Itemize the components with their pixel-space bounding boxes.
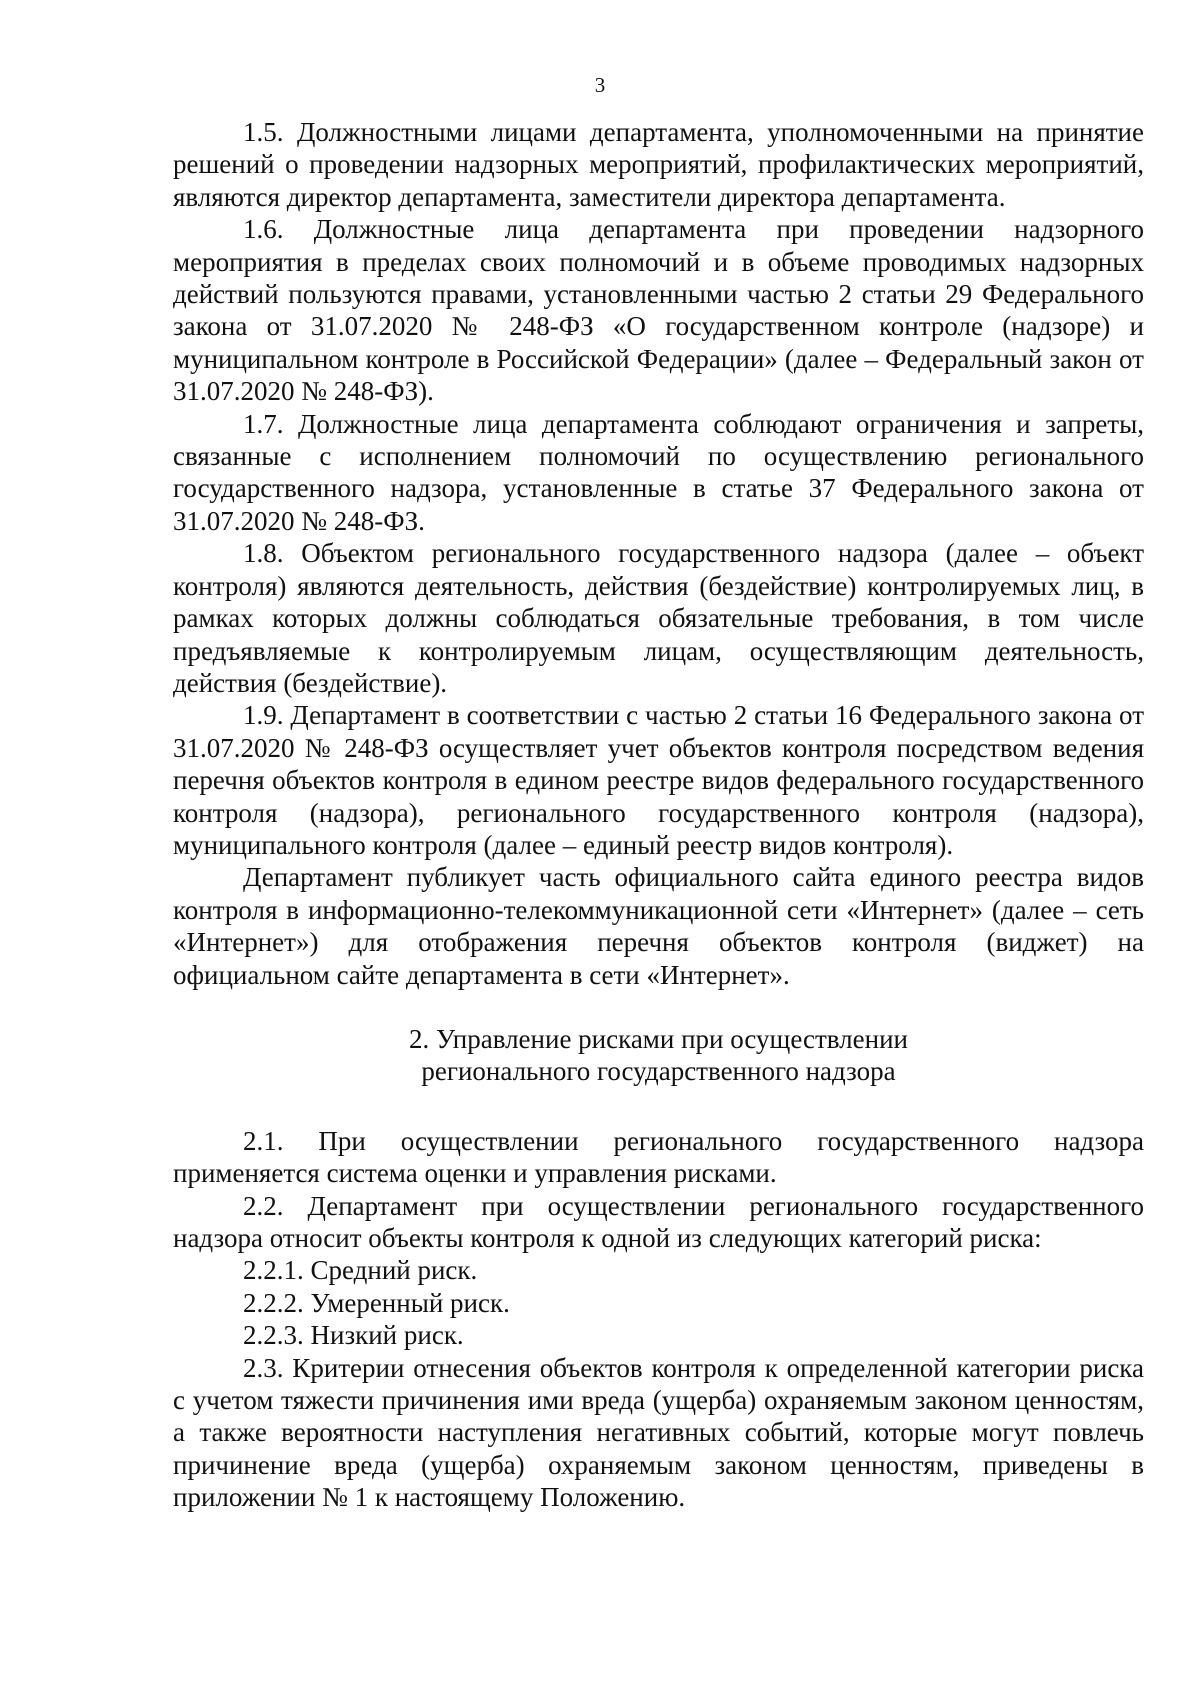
- document-body: [173, 116, 1144, 1514]
- section-2-heading-line-2: регионального государственного надзора: [421, 1056, 896, 1087]
- paragraph-1-6: 1.6. Должностные лица департамента при проведении надзорного мероприятия в пределах своих полномочий и в объеме проводимых надзорных действий пользуются правами, установленными частью 2 статьи 29 Федерального закона от 31.07.2020 № 248-ФЗ «О государственном контроле (надзоре) и муниципальном контроле в Российской Федерации» (далее – Федеральный закон от 31.07.2020 № 248-ФЗ).: [173, 214, 1144, 407]
- section-2-heading-line-1: 2. Управление рисками при осуществлении: [409, 1023, 908, 1054]
- paragraph-2-2-2: 2.2.2. Умеренный риск.: [243, 1287, 510, 1318]
- paragraph-2-3: 2.3. Критерии отнесения объектов контроля к определенной категории риска с учетом тяжести причинения ими вреда (ущерба) охраняемым законом ценностям, а также вероятности наступления негативных событий, которые могут повлечь причинение вреда (ущерба) охраняемым законом ценностям, приведены в приложении № 1 к настоящему Положению.: [173, 1352, 1144, 1513]
- paragraph-1-9-continued: Департамент публикует часть официального сайта единого реестра видов контроля в информационно-телекоммуникационной сети «Интернет» (далее – сеть «Интернет») для отображения перечня объектов контроля (виджет) на официальном сайте департамента в сети «Интернет».: [173, 862, 1144, 990]
- paragraph-2-1: 2.1. При осуществлении регионального государственного надзора применяется система оценки и управления рисками.: [173, 1125, 1144, 1189]
- paragraph-2-2-3: 2.2.3. Низкий риск.: [243, 1320, 464, 1351]
- paragraph-1-7: 1.7. Должностные лица департамента соблюдают ограничения и запреты, связанные с исполнением полномочий по осуществлению регионального государственного надзора, установленные в статье 37 Федерального закона от 31.07.2020 № 248-ФЗ.: [173, 408, 1144, 536]
- paragraph-1-5: 1.5. Должностными лицами департамента, уполномоченными на принятие решений о проведении надзорных мероприятий, профилактических мероприятий, являются директор департамента, заместители директора департамента.: [173, 117, 1144, 212]
- page-number: 3: [594, 73, 606, 97]
- paragraph-1-8: 1.8. Объектом регионального государственного надзора (далее – объект контроля) являются деятельность, действия (бездействие) контролируемых лиц, в рамках которых должны соблюдаться обязательные требования, в том числе предъявляемые к контролируемым лицам, осуществляющим деятельность, действия (бездействие).: [173, 538, 1144, 698]
- paragraph-2-2: 2.2. Департамент при осуществлении регионального государственного надзора относит объекты контроля к одной из следующих категорий риска:: [173, 1190, 1144, 1253]
- section-2-heading: [173, 1023, 1144, 1088]
- paragraph-1-9: 1.9. Департамент в соответствии с частью 2 статьи 16 Федерального закона от 31.07.2020 № 248-ФЗ осуществляет учет объектов контроля посредством ведения перечня объектов контроля в едином реестре видов федерального государственного контроля (надзора), регионального государственного контроля (надзора), муниципального контроля (далее – единый реестр видов контроля).: [173, 700, 1144, 860]
- paragraph-2-2-1: 2.2.1. Средний риск.: [243, 1255, 478, 1286]
